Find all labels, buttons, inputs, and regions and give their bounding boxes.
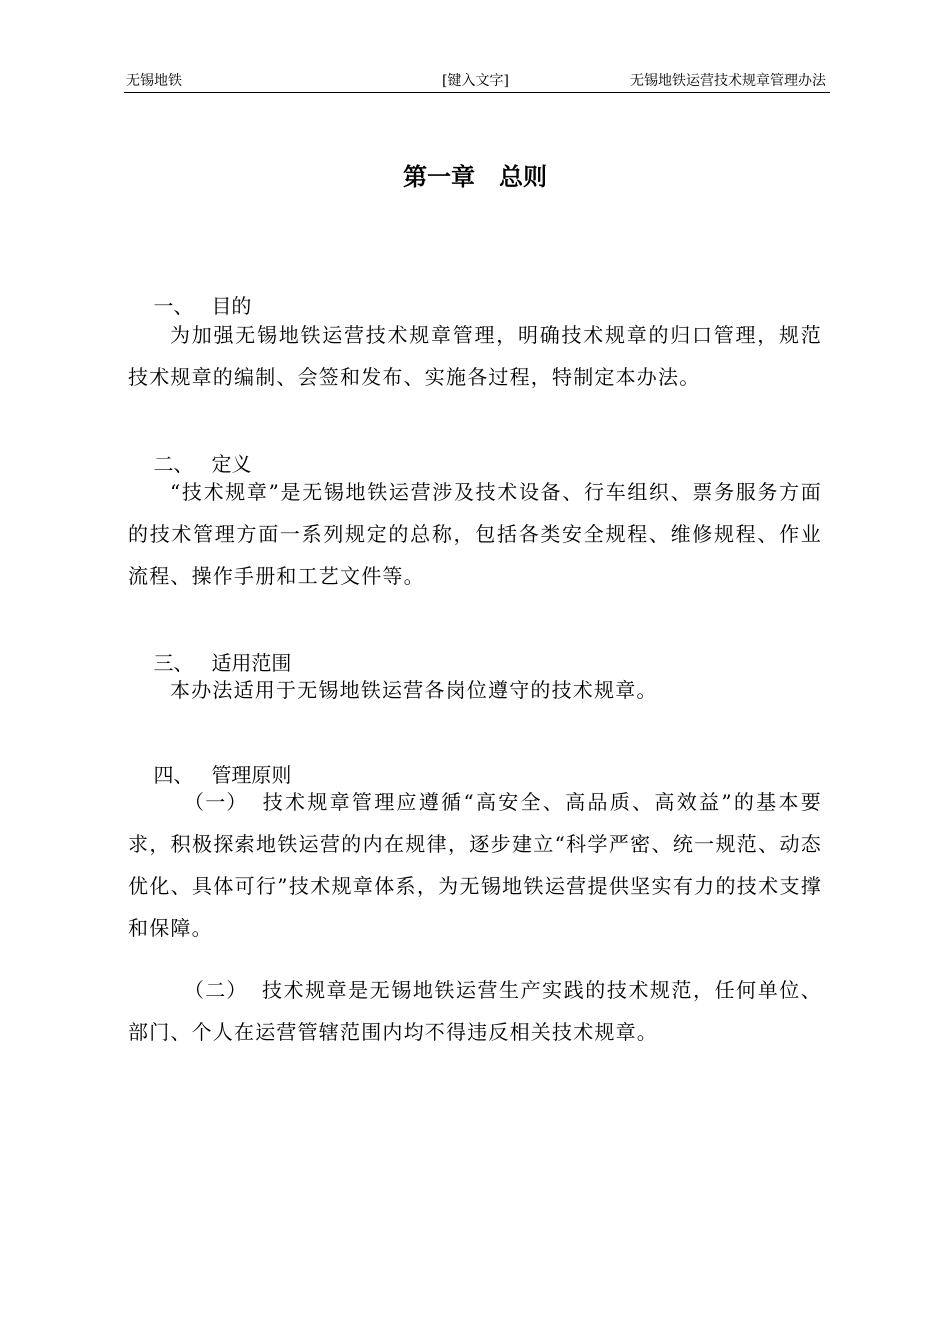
principle-item [128,781,822,949]
section-number: 四、 [153,763,194,787]
section-title: 目的 [211,294,252,318]
section-paragraph: 为加强无锡地铁运营技术规章管理，明确技术规章的归口管理，规范技术规章的编制、会签和发布、实施各过程，特制定本办法。 [128,323,822,389]
section-title: 定义 [211,452,252,476]
principle-item-text: 技术规章是无锡地铁运营生产实践的技术规范，任何单位、部门、个人在运营管辖范围内均不得违反相关技术规章。 [128,978,822,1044]
section-number: 一、 [153,294,194,318]
section-title: 适用范围 [211,651,292,675]
header-left-text: 无锡地铁 [126,73,182,89]
section-number: 三、 [153,651,194,675]
header-right-text: 无锡地铁运营技术规章管理办法 [630,73,826,89]
header-center-placeholder: [键入文字] [442,73,509,89]
principle-item-number: （一） [184,790,248,814]
section-number: 二、 [153,452,194,476]
principle-item-number: （二） [184,978,248,1002]
principle-item-text: 技术规章管理应遵循“高安全、高品质、高效益”的基本要求，积极探索地铁运营的内在规律，逐步建立“科学严密、统一规范、动态优化、具体可行”技术规章体系，为无锡地铁运营提供坚实有力的技术支撑和保障。 [128,790,822,940]
section-paragraph: 本办法适用于无锡地铁运营各岗位遵守的技术规章。 [170,678,658,702]
section-title: 管理原则 [211,763,292,787]
section-paragraph: “技术规章”是无锡地铁运营涉及技术设备、行车组织、票务服务方面的技术管理方面一系列规定的总称，包括各类安全规程、维修规程、作业流程、操作手册和工艺文件等。 [128,480,822,588]
chapter-title: 第一章 总则 [403,163,547,191]
page-header [124,68,830,93]
principle-item [128,969,822,1053]
